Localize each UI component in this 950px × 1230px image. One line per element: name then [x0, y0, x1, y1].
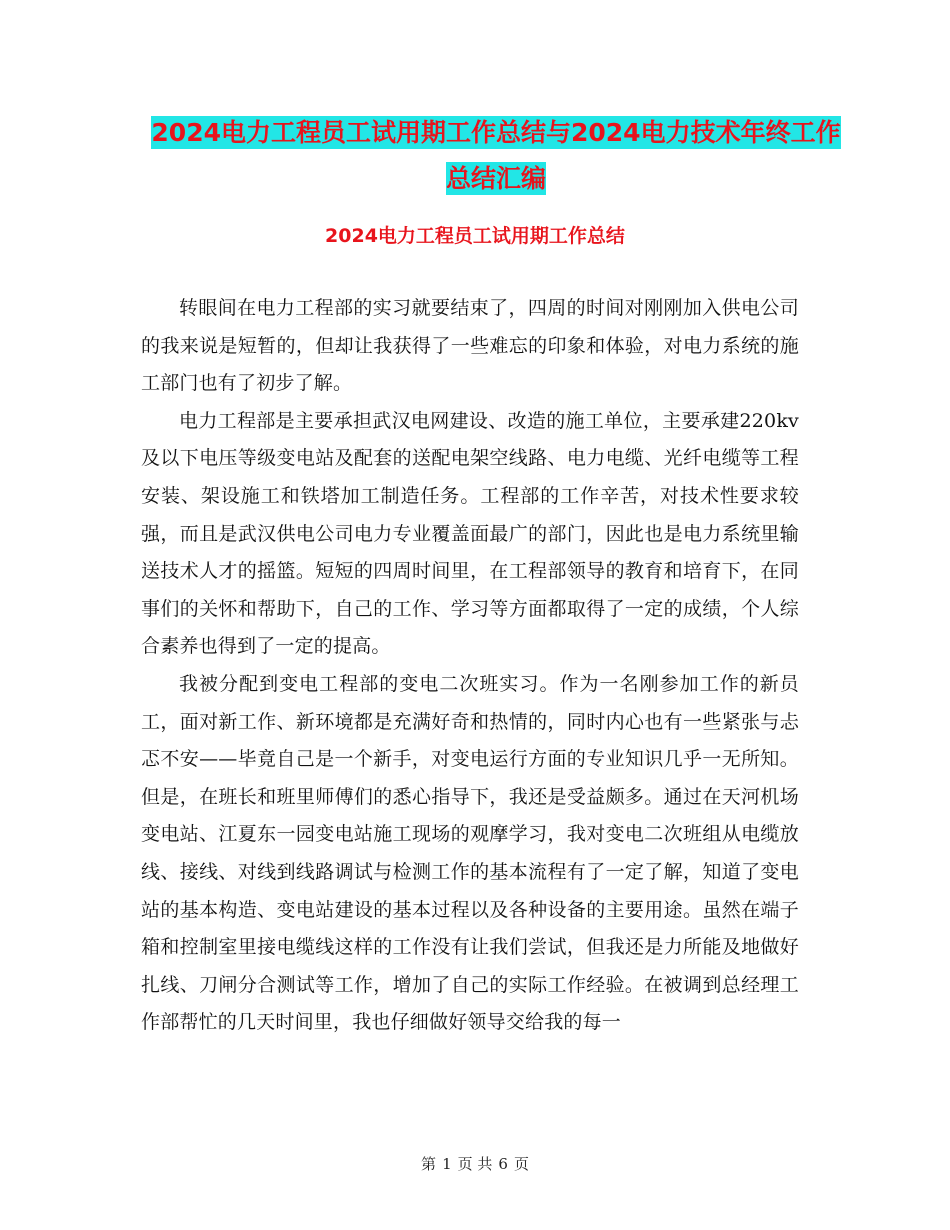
paragraph-1: 转眼间在电力工程部的实习就要结束了，四周的时间对刚刚加入供电公司的我来说是短暂的，但却让我获得了一些难忘的印象和体验，对电力系统的施工部门也有了初步了解。 — [141, 297, 799, 395]
paragraph-3: 我被分配到变电工程部的变电二次班实习。作为一名刚参加工作的新员工，面对新工作、新环境都是充满好奇和热情的，同时内心也有一些紧张与忐忑不安——毕竟自己是一个新手，对变电运行方面的专业知识几乎一无所知。但是，在班长和班里师傅们的悉心指导下，我还是受益颇多。通过在天河机场变电站、江夏东一园变电站施工现场的观摩学习，我对变电二次班组从电缆放线、接线、对线到线路调试与检测工作的基本流程有了一定了解，知道了变电站的基本构造、变电站建设的基本过程以及各种设备的主要用途。虽然在端子箱和控制室里接电缆线这样的工作没有让我们尝试，但我还是力所能及地做好扎线、刀闸分合测试等工作，增加了自己的实际工作经验。在被调到总经理工作部帮忙的几天时间里，我也仔细做好领导交给我的每一 — [141, 672, 799, 1034]
body-text — [141, 290, 799, 1042]
footer-prefix: 第 — [421, 1155, 437, 1173]
document-title-text: 2024电力工程员工试用期工作总结与2024电力技术年终工作总结汇编 — [151, 118, 841, 193]
paragraph-2: 电力工程部是主要承担武汉电网建设、改造的施工单位，主要承建220kv及以下电压等级变电站及配套的送配电架空线路、电力电缆、光纤电缆等工程安装、架设施工和铁塔加工制造任务。工程部的工作辛苦，对技术性要求较强，而且是武汉供电公司电力专业覆盖面最广的部门，因此也是电力系统里输送技术人才的摇篮。短短的四周时间里，在工程部领导的教育和培育下，在同事们的关怀和帮助下，自己的工作、学习等方面都取得了一定的成绩，个人综合素养也得到了一定的提高。 — [141, 409, 799, 658]
document-title — [140, 110, 852, 202]
page-footer — [0, 1152, 950, 1176]
footer-page-number: 1 — [442, 1155, 452, 1173]
section-title: 2024电力工程员工试用期工作总结 — [325, 225, 625, 247]
footer-middle: 页 共 — [457, 1155, 493, 1173]
footer-suffix: 页 — [513, 1155, 529, 1173]
footer-total-pages: 6 — [498, 1155, 508, 1173]
